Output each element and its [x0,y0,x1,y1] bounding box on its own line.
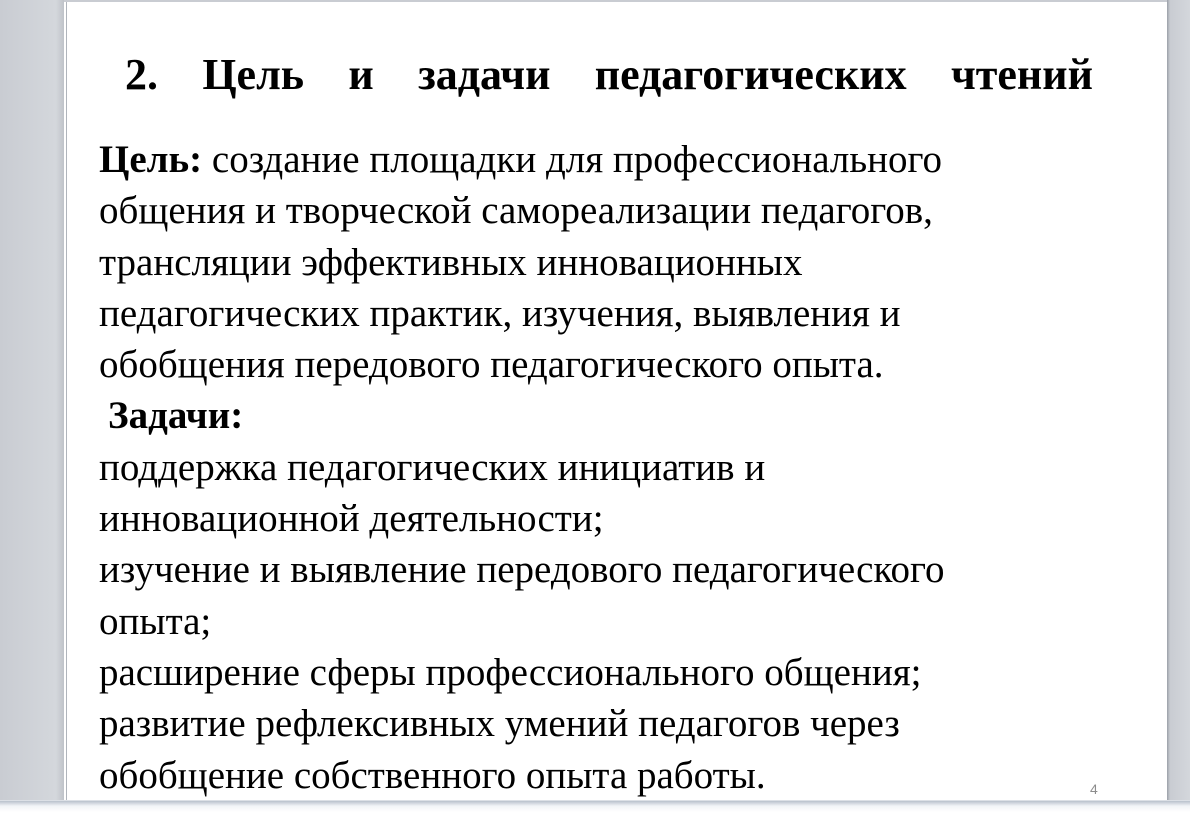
task-line: развитие рефлексивных умений педагогов через [99,702,900,746]
task-line: расширение сферы профессионального общения; [99,650,922,694]
slide-body [99,134,1109,801]
task-line: изучение и выявление передового педагогического [99,548,945,592]
goal-line: общения и творческой самореализации педагогов, [99,189,933,233]
slide-number: 4 [1090,781,1098,797]
tasks-label: Задачи: [108,394,244,438]
goal-line: педагогических практик, изучения, выявления и [99,291,901,335]
task-line: обобщение собственного опыта работы. [99,753,766,797]
workspace-right-margin [1167,0,1190,800]
task-line: инновационной деятельности; [99,497,604,541]
slide-title: 2. Цель и задачи педагогических чтений [125,50,1093,99]
goal-label: Цель: [99,138,203,181]
goal-line: обобщения передового педагогического опыта. [99,343,884,387]
workspace-left-margin [0,0,64,800]
goal-text: создание площадки для профессионального [202,138,943,181]
task-line: опыта; [99,599,212,643]
goal-line [99,134,1109,185]
task-line: поддержка педагогических инициатив и [99,445,766,489]
goal-line: трансляции эффективных инновационных [99,240,803,284]
